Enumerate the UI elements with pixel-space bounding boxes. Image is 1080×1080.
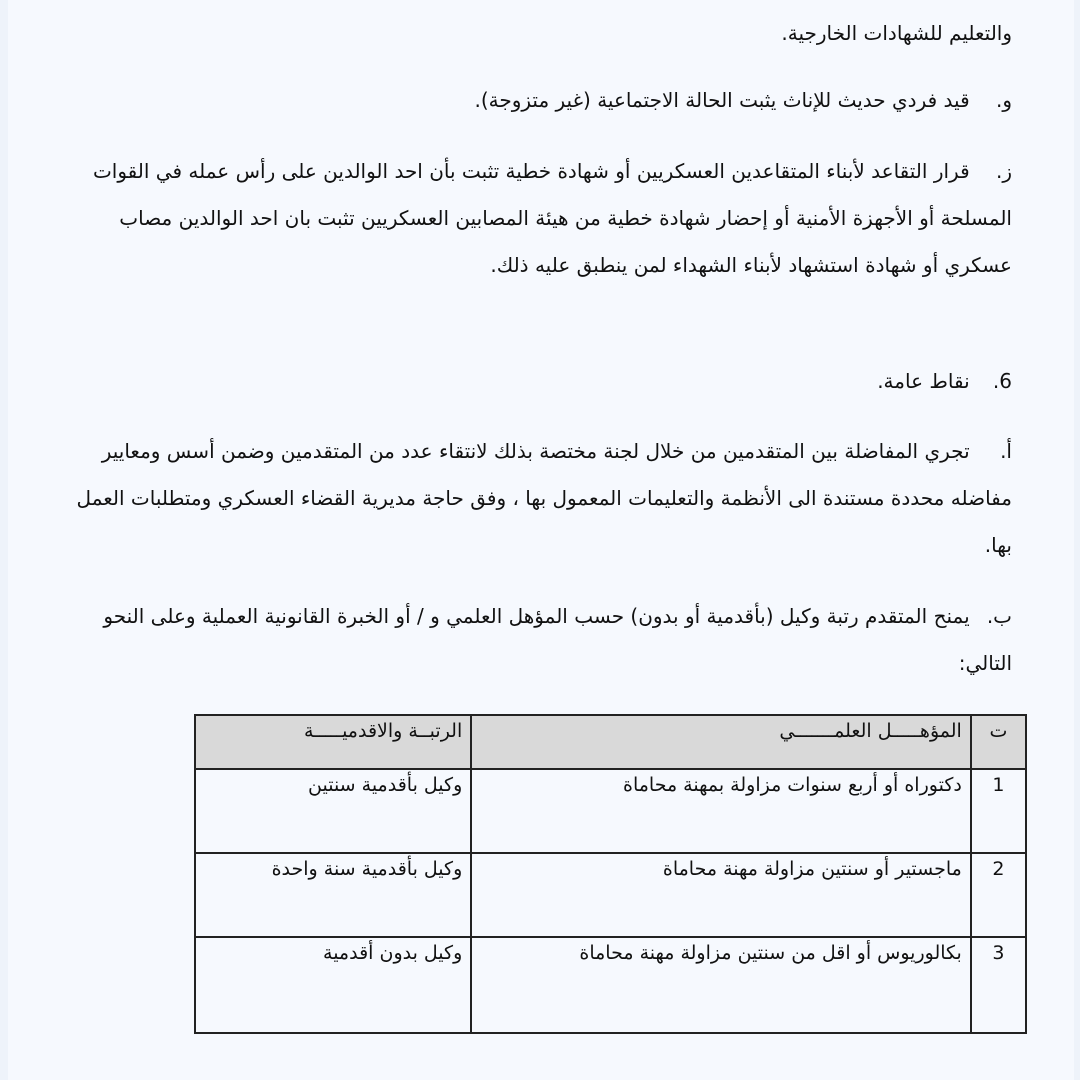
paragraph-text: يمنح المتقدم رتبة وكيل (بأقدمية أو بدون) حسب المؤهل العلمي و / أو الخبرة القانونية العملية وعلى النحو التالي: — [103, 604, 1012, 675]
document-page — [8, 0, 1074, 1080]
cell-rank: وكيل بأقدمية سنة واحدة — [195, 853, 471, 937]
section-heading-text: نقاط عامة. — [877, 369, 970, 393]
list-marker: أ. — [1000, 439, 1012, 463]
paragraph-text: قيد فردي حديث للإناث يثبت الحالة الاجتماعية (غير متزوجة). — [474, 88, 970, 112]
cell-number: 2 — [971, 853, 1026, 937]
table-row — [195, 937, 1026, 1033]
section-heading-general-points — [52, 358, 1012, 405]
cell-rank: وكيل بدون أقدمية — [195, 937, 471, 1033]
paragraph-alif — [52, 428, 1012, 569]
cell-qualification: دكتوراه أو أربع سنوات مزاولة بمهنة محاماة — [471, 769, 971, 853]
header-rank: الرتبــة والاقدميـــــة — [195, 715, 471, 769]
cell-qualification: بكالوريوس أو اقل من سنتين مزاولة مهنة محاماة — [471, 937, 971, 1033]
paragraph-text: والتعليم للشهادات الخارجية. — [781, 21, 1012, 45]
header-number: ت — [971, 715, 1026, 769]
table-row — [195, 853, 1026, 937]
paragraph-ba — [52, 593, 1012, 687]
list-marker: ب. — [986, 604, 1012, 628]
cell-number: 3 — [971, 937, 1026, 1033]
cell-rank: وكيل بأقدمية سنتين — [195, 769, 471, 853]
list-marker: ز. — [995, 159, 1012, 183]
header-qualification: المؤهـــــل العلمـــــــي — [471, 715, 971, 769]
paragraph-zay — [52, 148, 1012, 289]
cell-number: 1 — [971, 769, 1026, 853]
list-marker: و. — [995, 88, 1012, 112]
cell-qualification: ماجستير أو سنتين مزاولة مهنة محاماة — [471, 853, 971, 937]
table-header-row — [195, 715, 1026, 769]
table-row — [195, 769, 1026, 853]
paragraph-text: قرار التقاعد لأبناء المتقاعدين العسكريين أو شهادة خطية تثبت بأن احد الوالدين على رأس عمله في القوات المسلحة أو الأجهزة الأمنية أو إحضار شهادة خطية من هيئة المصابين العسكريين تثبت بان احد الوالدين مصاب عسكري أو شهادة استشهاد لأبناء الشهداء لمن ينطبق عليه ذلك. — [92, 159, 1012, 277]
paragraph-waw — [52, 77, 1012, 124]
qualification-rank-table — [194, 714, 1027, 1034]
paragraph-intro-end — [52, 10, 1012, 57]
list-marker: 6. — [992, 369, 1012, 393]
paragraph-text: تجري المفاضلة بين المتقدمين من خلال لجنة مختصة بذلك لانتقاء عدد من المتقدمين وضمن أسس ومعايير مفاضله محددة مستندة الى الأنظمة والتعليمات المعمول بها ، وفق حاجة مديرية القضاء العسكري ومتطلبات العمل بها. — [76, 439, 1012, 557]
